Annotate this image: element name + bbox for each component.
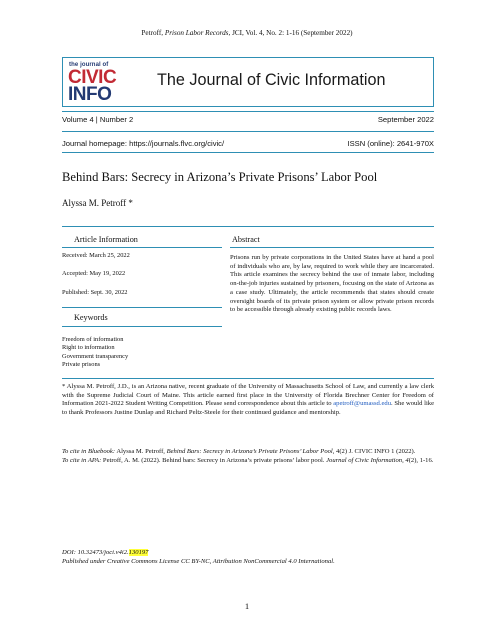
accepted-date: Accepted: May 19, 2022 <box>62 270 126 278</box>
journal-logo <box>67 61 133 105</box>
author-footnote <box>62 383 434 418</box>
logo-word-info: INFO <box>68 84 112 105</box>
license: Published under Creative Commons License CC BY-NC, Attribution NonCommercial 4.0 International. <box>62 558 335 565</box>
article-dates <box>62 253 130 308</box>
divider <box>62 131 434 132</box>
article-title: Behind Bars: Secrecy in Arizona’s Private Prisons’ Labor Pool <box>62 170 378 184</box>
journal-banner <box>62 57 434 107</box>
journal-homepage: Journal homepage: https://journals.flvc.org/civic/ <box>62 139 225 148</box>
keyword: Private prisons <box>62 361 101 369</box>
keywords-heading: Keywords <box>74 313 108 322</box>
author-email-link[interactable]: apetroff@umassd.edu <box>333 400 392 408</box>
volume-number: Volume 4 | Number 2 <box>62 115 134 124</box>
bluebook-label: To cite in Bluebook: <box>62 448 116 455</box>
apa-label: To cite in APA: <box>62 456 102 464</box>
running-head-author: Petroff, <box>141 29 164 37</box>
divider <box>62 152 434 153</box>
running-head-journal: Prison Labor Records, <box>164 29 231 37</box>
received-date: Received: March 25, 2022 <box>62 252 130 259</box>
issn: ISSN (online): 2641-970X <box>347 139 434 148</box>
divider <box>62 326 222 327</box>
citation-text: Petroff, A. M. (2022). Behind bars: Secrecy in Arizona’s private prisons’ labor pool. <box>101 456 327 464</box>
divider <box>62 226 434 227</box>
divider <box>230 247 434 248</box>
divider <box>62 307 222 308</box>
citation-text: (2), 1-16. <box>408 456 434 464</box>
journal-title: The Journal of Civic Information <box>157 71 386 89</box>
doi-prefix: DOI: 10.32473/joci.v4i2. <box>62 549 129 556</box>
issue-date: September 2022 <box>377 115 434 124</box>
divider <box>62 247 222 248</box>
logo-small-text: the journal of <box>69 62 109 68</box>
abstract-heading: Abstract <box>232 235 260 244</box>
keyword: Government transparency <box>62 352 129 360</box>
citation-journal: Journal of Civic Information, 4 <box>326 456 409 464</box>
citation-title: Behind Bars: Secrecy in Arizona’s Private Prisons’ Labor Pool, <box>166 448 335 455</box>
article-info-heading: Article Information <box>74 235 138 244</box>
logo-word-civic: CIVIC <box>68 67 117 88</box>
keyword: Right to information <box>62 344 115 352</box>
citation-text: Alyssa M. Petroff, <box>115 448 167 455</box>
footnote-text-end: . She would like to thank Professors Justine Dunlap and Richard Peltz-Steele for their continued guidance and mentorship. <box>62 400 434 417</box>
citations <box>62 448 434 465</box>
doi <box>62 548 335 557</box>
running-head <box>0 29 494 37</box>
published-date: Published: Sept. 30, 2022 <box>62 288 128 296</box>
doi-highlight: 130197 <box>128 549 149 556</box>
doi-block <box>62 548 335 566</box>
bluebook-citation <box>62 448 434 457</box>
page-number: 1 <box>244 601 250 611</box>
keywords-list <box>62 336 128 370</box>
citation-text: 4(2) J. CIVIC INFO 1 (2022). <box>334 448 416 455</box>
apa-citation <box>62 457 434 466</box>
abstract-text: Prisons run by private corporations in the United States have at hand a pool of individuals who are, by law, required to work while they are incarcerated. This article examines the secrecy behind the use of inmate labor, including on-the-job injuries sustained by prisoners, focusing on the state of Arizona as a case study. Ultimately, the article recommends that states should create oversight boards of its private prison system or allow private prison records to be accessible through already existing public records laws. <box>230 254 434 314</box>
divider <box>62 111 434 112</box>
running-head-rest: JCI, Vol. 4, No. 2: 1-16 (September 2022) <box>232 29 353 37</box>
divider <box>62 378 434 379</box>
footnote-text: * Alyssa M. Petroff, J.D., is an Arizona native, recent graduate of the University of Massachusetts School of Law, and currently a law clerk with the Supreme Judicial Court of Maine. This article earned first place in the University of Florida Brechner Center for Freedom of Information 2021-2022 Student Writing Competition. Please send correspondence about this article to <box>62 383 434 408</box>
keyword: Freedom of information <box>62 336 124 343</box>
article-author: Alyssa M. Petroff * <box>62 198 133 208</box>
